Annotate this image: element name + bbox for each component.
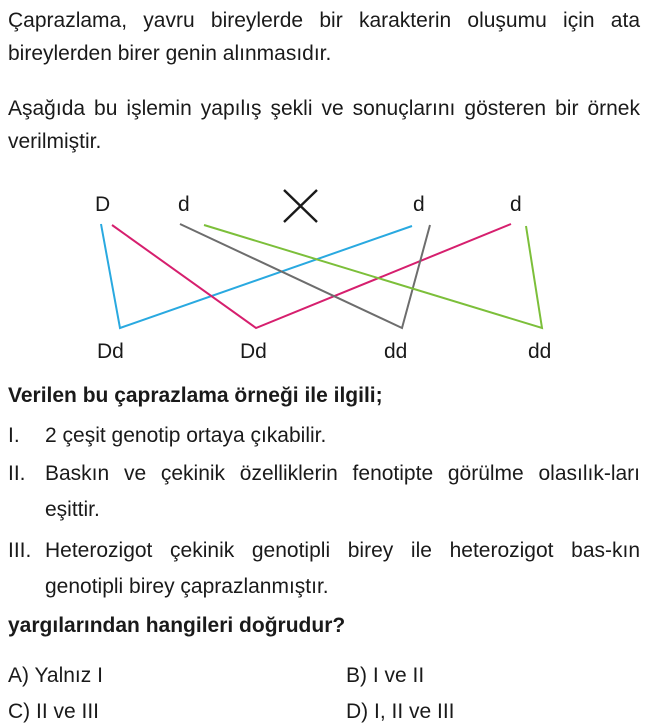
statement-2 (8, 456, 640, 528)
question-prompt: yargılarından hangileri doğrudur? (8, 614, 346, 637)
cross-diagram (0, 178, 646, 368)
statement-3 (8, 533, 640, 605)
answer-choice-b[interactable]: B) I ve II (346, 664, 425, 687)
answer-choice-d[interactable]: D) I, II ve III (346, 700, 455, 723)
statement-number: II. (8, 462, 26, 485)
statement-text: Baskın ve çekinik özelliklerin fenotipte görülme olasılık-ları eşittir. (45, 462, 640, 521)
offspring-1: Dd (97, 340, 124, 363)
magenta-cross-line (112, 224, 511, 328)
cross-symbol (284, 190, 317, 222)
offspring-3: dd (384, 340, 408, 363)
parent-allele-2: d (178, 193, 190, 216)
parent-allele-4: d (510, 193, 522, 216)
intro-paragraph: Çaprazlama, yavru bireylerde bir karakterin oluşumu için ata bireylerden birer genin alınmasıdır. (8, 9, 640, 65)
example-intro-paragraph: Aşağıda bu işlemin yapılış şekli ve sonuçlarını gösteren bir örnek verilmiştir. (8, 97, 640, 153)
parent-allele-3: d (413, 193, 425, 216)
statement-number: I. (8, 424, 20, 447)
statement-text: 2 çeşit genotip ortaya çıkabilir. (45, 424, 327, 447)
cyan-cross-line (101, 224, 412, 328)
answer-choice-c[interactable]: C) II ve III (8, 700, 100, 723)
parent-allele-1: D (95, 193, 111, 216)
statement-1 (8, 418, 640, 454)
offspring-2: Dd (240, 340, 267, 363)
statement-text: Heterozigot çekinik genotipli birey ile heterozigot bas-kın genotipli birey çaprazlanmıştır. (45, 539, 640, 598)
statement-number: III. (8, 539, 32, 562)
question-stem: Verilen bu çaprazlama örneği ile ilgili; (8, 384, 383, 407)
offspring-4: dd (528, 340, 552, 363)
gray-cross-line (180, 224, 430, 328)
answer-choice-a[interactable]: A) Yalnız I (8, 664, 103, 687)
